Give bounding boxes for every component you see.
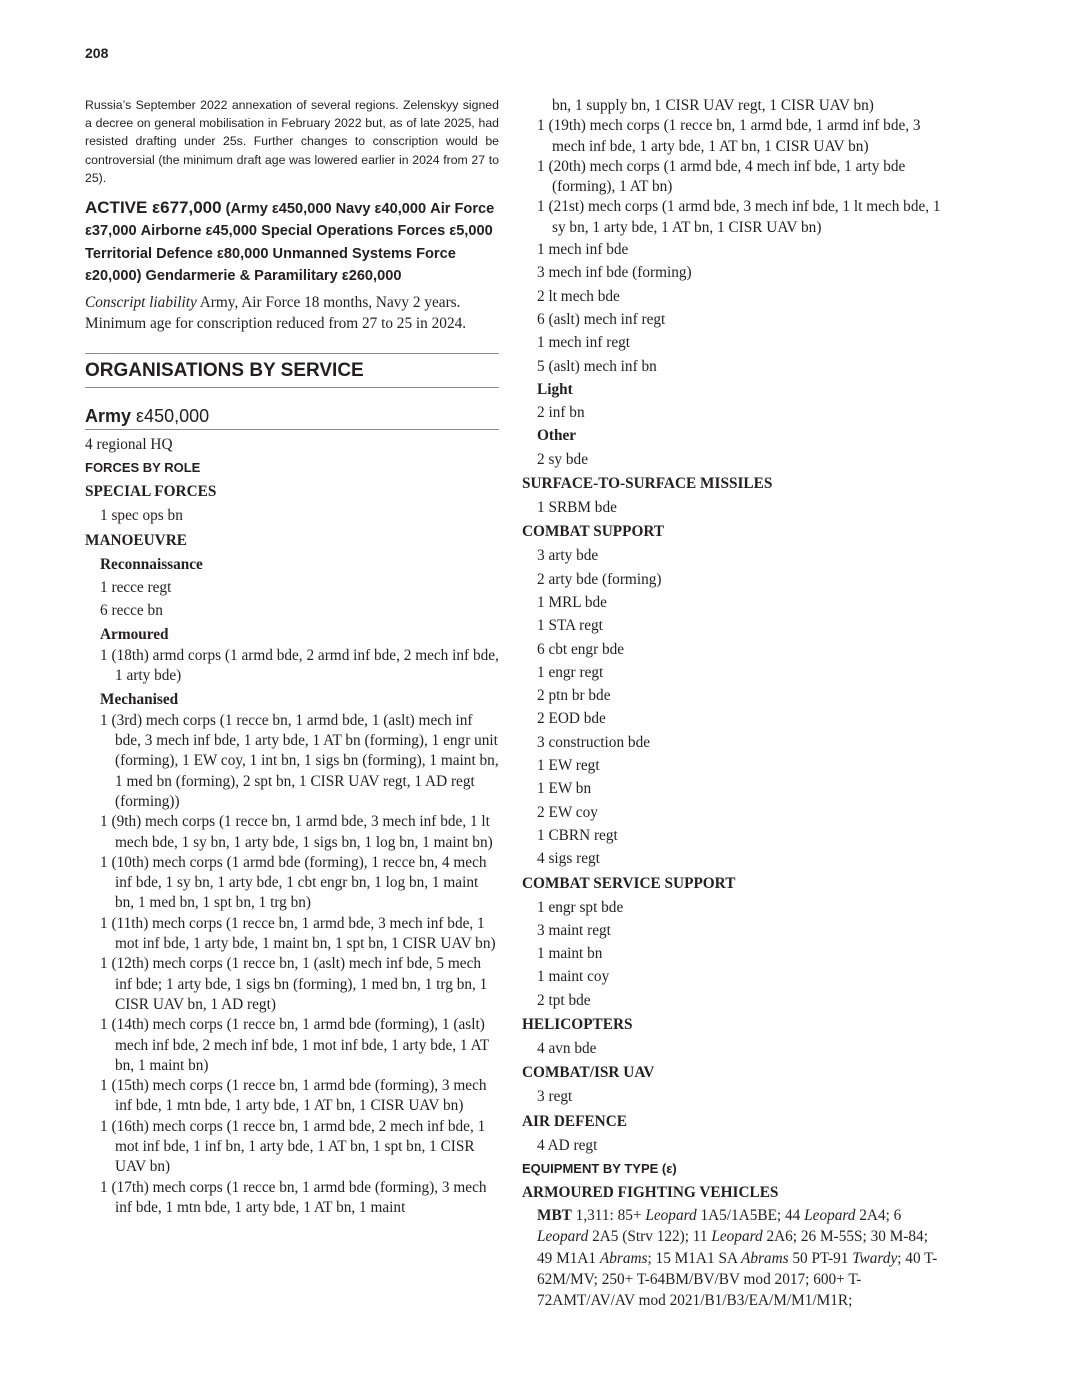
list-item: 1 CBRN regt [537,826,618,844]
mbt-text: 2A5 (Strv 122); 11 [588,1228,712,1246]
army-strength: ε450,000 [131,405,210,426]
mbt-model: Leopard [804,1207,856,1225]
list-item: 1 MRL bde [537,593,607,611]
army-name: Army [85,405,132,426]
list-item: 1 (14th) mech corps (1 recce bn, 1 armd bde (forming), 1 (aslt) mech inf bde, 2 mech inf bde, 1 mot inf bde, 1 arty bde, 1 AT bn, 1 maint bn) [100,1016,489,1074]
special-forces-heading: SPECIAL FORCES [85,483,217,501]
list-item: 4 AD regt [537,1136,598,1154]
right-column [522,96,942,1311]
list-item: 4 sigs regt [537,850,600,868]
active-strength-label: ACTIVE ε677,000 [85,198,222,218]
uav-heading: COMBAT/ISR UAV [522,1064,655,1082]
list-item: 1 maint coy [537,968,610,986]
list-item: 1 (15th) mech corps (1 recce bn, 1 armd bde (forming), 3 mech inf bde, 1 mtn bde, 1 arty bde, 1 AT bn, 1 CISR UAV bn) [100,1077,487,1115]
css-heading: COMBAT SERVICE SUPPORT [522,874,736,892]
mbt-text: 1A5/1A5BE; 44 [696,1207,805,1225]
mbt-text: ; 40 T-62M/MV; 250+ T-64BM/BV/BV mod 2017; 600+ T-72AMT/AV/AV mod 2021/B1/B3/EA/M/M1/M1R; [537,1249,938,1309]
conscript-liability-text: Army, Air Force 18 months, Navy 2 years. Minimum age for conscription reduced from 27 to 25 in 2024. [85,293,467,333]
list-item: 2 sy bde [537,450,588,468]
light-heading: Light [537,380,573,398]
list-item: 1 EW regt [537,757,600,775]
list-item: 1 (20th) mech corps (1 armd bde, 4 mech inf bde, 1 arty bde (forming), 1 AT bn) [537,157,906,196]
list-item: 1 (9th) mech corps (1 recce bn, 1 armd bde, 3 mech inf bde, 1 lt mech bde, 1 sy bn, 1 arty bde, 1 sigs bn, 1 log bn, 1 maint bn) [100,813,493,851]
list-item-continued: bn, 1 supply bn, 1 CISR UAV regt, 1 CISR UAV bn) [552,97,874,114]
list-item: 3 mech inf bde (forming) [537,264,692,282]
intro-paragraph: Russia’s September 2022 annexation of several regions. Zelenskyy signed a decree on general mobilisation in February 2022 but, as of late 2025, had resisted drafting under 25s. Further changes to conscription would be controversial (the minimum draft age was lowered earlier in 2024 from 27 to 25). [85,98,499,185]
section-title: ORGANISATIONS BY SERVICE [85,354,499,388]
list-item: 1 SRBM bde [537,499,617,517]
left-column [85,96,499,1218]
active-strength-breakdown: (Army ε450,000 Navy ε40,000 Air Force ε37,000 Airborne ε45,000 Special Operations Forces ε5,000 Territorial Defence ε80,000 Unmanned Systems Force ε20,000) Gendarmerie & Paramilitary ε260,000 [85,201,495,285]
list-item: 1 recce regt [100,579,172,597]
mbt-text: ; 15 M1A1 SA [647,1249,741,1267]
mbt-model: Twardy [852,1249,898,1267]
mbt-text: 50 PT-91 [788,1249,853,1267]
afv-heading: ARMOURED FIGHTING VEHICLES [522,1184,779,1202]
list-item: 1 mech inf regt [537,334,631,352]
conscript-liability-label: Conscript liability [85,293,197,311]
list-item: 3 arty bde [537,547,599,565]
list-item: 6 recce bn [100,602,163,620]
list-item: 2 ptn br bde [537,687,611,705]
ssm-heading: SURFACE-TO-SURFACE MISSILES [522,475,773,493]
list-item: 1 (18th) armd corps (1 armd bde, 2 armd inf bde, 2 mech inf bde, 1 arty bde) [100,646,499,685]
forces-by-role-heading: FORCES BY ROLE [85,460,201,476]
army-heading [85,404,499,430]
list-item: 1 (3rd) mech corps (1 recce bn, 1 armd bde, 1 (aslt) mech inf bde, 3 mech inf bde, 1 arty bde, 1 AT bn (forming), 1 engr unit (forming), 1 EW coy, 1 int bn, 1 sigs bn (forming), 1 maint bn, 1 med bn (forming), 2 spt bn, 1 CISR UAV regt, 1 AD regt (forming)) [100,711,499,810]
manoeuvre-heading: MANOEUVRE [85,531,187,549]
list-item: 1 (19th) mech corps (1 recce bn, 1 armd bde, 1 armd inf bde, 3 mech inf bde, 1 arty bde, 1 AT bn, 1 CISR UAV bn) [537,117,921,155]
mbt-model: Abrams [599,1249,648,1267]
list-item: 1 mech inf bde [537,241,629,259]
mbt-text: 2A4; 6 [855,1207,902,1225]
list-item: 2 EOD bde [537,710,606,728]
air-defence-heading: AIR DEFENCE [522,1112,627,1130]
list-item: 6 cbt engr bde [537,640,625,658]
list-item: 1 spec ops bn [100,507,183,525]
list-item: 3 regt [537,1088,573,1106]
list-item: 1 (16th) mech corps (1 recce bn, 1 armd bde, 2 mech inf bde, 1 mot inf bde, 1 inf bn, 1 arty bde, 1 AT bn, 1 spt bn, 1 CISR UAV bn) [100,1117,486,1176]
conscript-liability [85,292,499,335]
mbt-entry [522,1205,942,1311]
list-item: 2 tpt bde [537,991,591,1009]
list-item: 1 engr regt [537,663,604,681]
list-item: 6 (aslt) mech inf regt [537,310,666,328]
list-item: 4 avn bde [537,1039,597,1057]
list-item: 1 (21st) mech corps (1 armd bde, 3 mech inf bde, 1 lt mech bde, 1 sy bn, 1 arty bde, 1 AT bn, 1 CISR UAV bn) [537,198,941,236]
other-heading: Other [537,427,577,445]
equipment-heading: EQUIPMENT BY TYPE (ε) [522,1160,677,1176]
mbt-text: 2A6; 26 M-55S; 30 M-84; 49 M1A1 [537,1228,928,1267]
list-item: 2 lt mech bde [537,287,620,305]
regional-hq: 4 regional HQ [85,435,173,453]
list-item: 2 arty bde (forming) [537,570,662,588]
list-item: 2 inf bn [537,404,585,422]
list-item: 1 EW bn [537,780,592,798]
mbt-text: 1,311: 85+ [571,1207,646,1225]
mechanised-heading: Mechanised [100,690,179,708]
list-item: 1 (17th) mech corps (1 recce bn, 1 armd bde (forming), 3 mech inf bde, 1 mtn bde, 1 arty bde, 1 AT bn, 1 maint [100,1178,487,1216]
armoured-heading: Armoured [100,625,169,643]
active-strength-heading [85,197,499,288]
mbt-label: MBT [537,1207,572,1225]
mbt-model: Leopard [711,1228,763,1246]
reconnaissance-heading: Reconnaissance [100,555,203,573]
list-item: 5 (aslt) mech inf bn [537,357,657,375]
list-item: 1 (12th) mech corps (1 recce bn, 1 (aslt) mech inf bde, 5 mech inf bde; 1 arty bde, 1 sigs bn (forming), 1 med bn, 1 trg bn, 1 CISR UAV bn, 1 AD regt) [100,955,488,1013]
list-item: 1 STA regt [537,617,603,635]
list-item: 3 construction bde [537,733,651,751]
page-number: 208 [85,45,109,61]
mbt-model: Abrams [740,1249,789,1267]
list-item: 2 EW coy [537,803,598,821]
mbt-model: Leopard [645,1207,697,1225]
list-item: 3 maint regt [537,921,611,939]
list-item: 1 engr spt bde [537,898,624,916]
list-item: 1 (10th) mech corps (1 armd bde (forming), 1 recce bn, 4 mech inf bde, 1 sy bn, 1 arty bde, 1 cbt engr bn, 1 log bn, 1 maint bn, 1 med bn, 1 spt bn, 1 trg bn) [100,853,487,912]
helicopters-heading: HELICOPTERS [522,1015,633,1033]
combat-support-heading: COMBAT SUPPORT [522,523,665,541]
mbt-model: Leopard [537,1228,589,1246]
list-item: 1 (11th) mech corps (1 recce bn, 1 armd bde, 3 mech inf bde, 1 mot inf bde, 1 arty bde, 1 maint bn, 1 spt bn, 1 CISR UAV bn) [100,914,496,953]
list-item: 1 maint bn [537,945,603,963]
